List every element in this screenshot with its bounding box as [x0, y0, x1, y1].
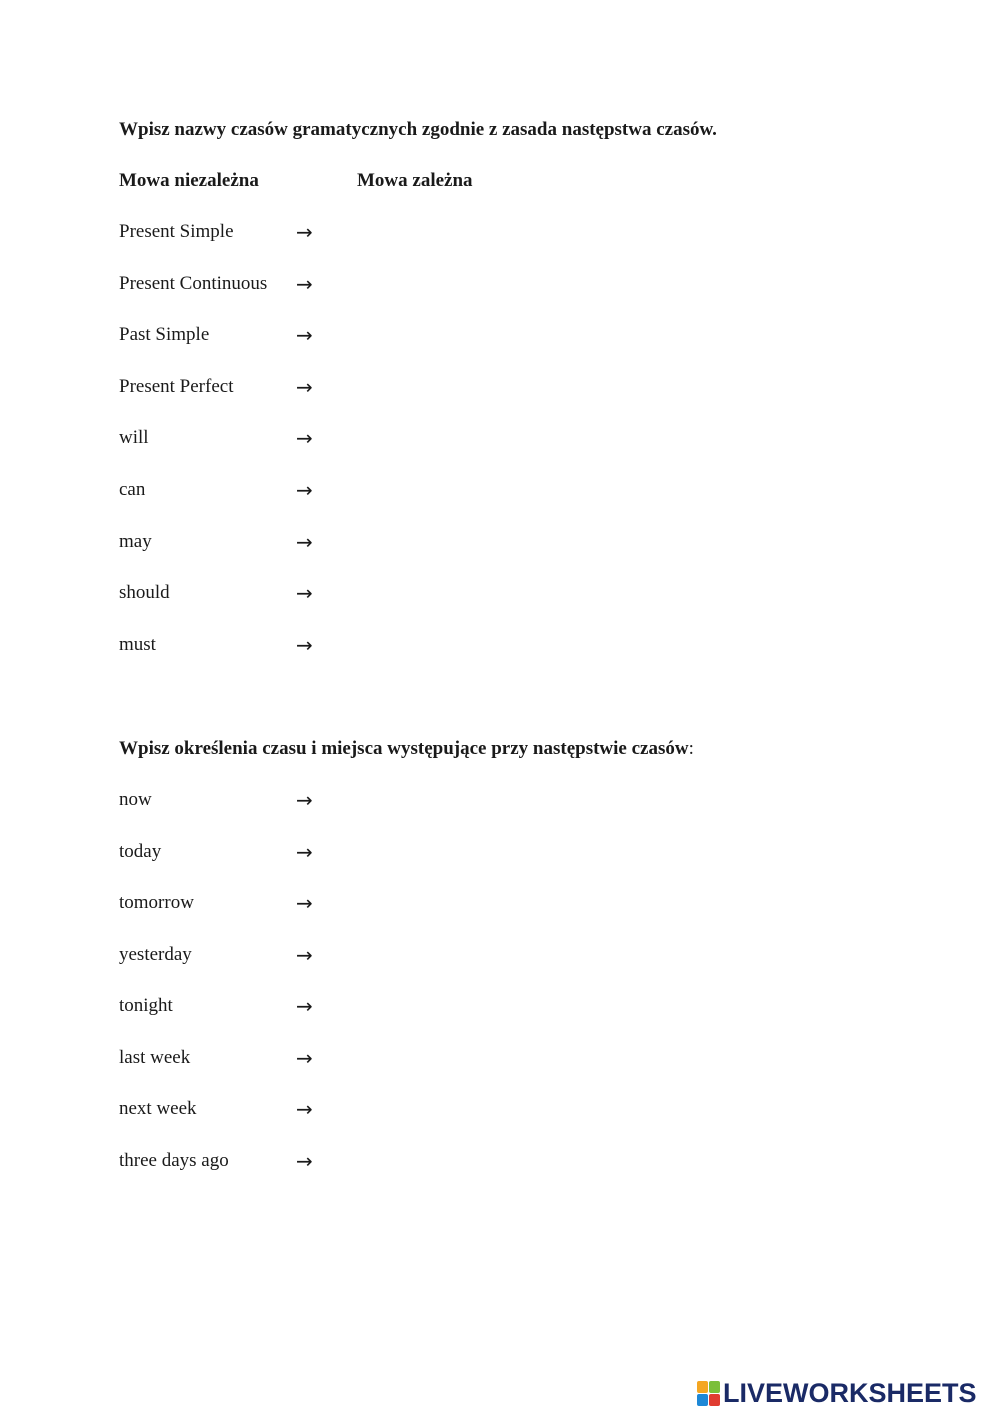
list-item — [119, 221, 419, 247]
arrow-right-icon: → — [296, 220, 313, 244]
list-item — [119, 789, 419, 815]
arrow-right-icon: → — [296, 891, 313, 915]
section2-title-text: Wpisz określenia czasu i miejsca występujące przy następstwie czasów — [119, 738, 689, 759]
list-item — [119, 1150, 419, 1176]
tense-term: may — [119, 531, 152, 552]
logo-wordmark: LIVEWORKSHEETS — [723, 1377, 977, 1408]
arrow-right-icon: → — [296, 633, 313, 657]
section2-title — [119, 738, 694, 760]
section1-title: Wpisz nazwy czasów gramatycznych zgodnie z zasada następstwa czasów. — [119, 119, 717, 140]
arrow-right-icon: → — [296, 840, 313, 864]
column-header-direct-speech: Mowa niezależna — [119, 170, 259, 191]
column-header-reported-speech: Mowa zależna — [357, 170, 473, 191]
arrow-right-icon: → — [296, 1097, 313, 1121]
list-item — [119, 1047, 419, 1073]
list-item — [119, 841, 419, 867]
list-item — [119, 944, 419, 970]
list-item — [119, 634, 419, 660]
logo-square-red — [709, 1394, 720, 1406]
liveworksheets-logo[interactable] — [697, 1377, 977, 1409]
list-item — [119, 1098, 419, 1124]
arrow-right-icon: → — [296, 323, 313, 347]
list-item — [119, 376, 419, 402]
section2-title-colon: : — [688, 738, 694, 759]
time-expression: tonight — [119, 995, 173, 1016]
tense-term: can — [119, 479, 146, 500]
arrow-right-icon: → — [296, 581, 313, 605]
arrow-right-icon: → — [296, 1149, 313, 1173]
time-expression: yesterday — [119, 944, 192, 965]
arrow-right-icon: → — [296, 994, 313, 1018]
logo-square-blue — [697, 1394, 708, 1406]
arrow-right-icon: → — [296, 272, 313, 296]
tense-term: Present Perfect — [119, 376, 234, 397]
time-expression: last week — [119, 1047, 191, 1068]
arrow-right-icon: → — [296, 788, 313, 812]
tense-term: will — [119, 427, 149, 448]
time-expression: next week — [119, 1098, 197, 1119]
arrow-right-icon: → — [296, 1046, 313, 1070]
list-item — [119, 479, 419, 505]
arrow-right-icon: → — [296, 530, 313, 554]
list-item — [119, 531, 419, 557]
list-item — [119, 892, 419, 918]
logo-square-green — [709, 1381, 720, 1393]
arrow-right-icon: → — [296, 426, 313, 450]
tense-term: must — [119, 634, 156, 655]
tense-term: Present Continuous — [119, 273, 268, 294]
list-item — [119, 273, 419, 299]
time-expression: tomorrow — [119, 892, 194, 913]
list-item — [119, 324, 419, 350]
list-item — [119, 582, 419, 608]
liveworksheets-logo-icon — [697, 1380, 721, 1406]
arrow-right-icon: → — [296, 375, 313, 399]
arrow-right-icon: → — [296, 943, 313, 967]
list-item — [119, 427, 419, 453]
tense-term: Present Simple — [119, 221, 234, 242]
time-expression: today — [119, 841, 162, 862]
arrow-right-icon: → — [296, 478, 313, 502]
list-item — [119, 995, 419, 1021]
tense-term: Past Simple — [119, 324, 210, 345]
logo-square-orange — [697, 1381, 708, 1393]
time-expression: three days ago — [119, 1150, 229, 1171]
tense-term: should — [119, 582, 170, 603]
time-expression: now — [119, 789, 152, 810]
